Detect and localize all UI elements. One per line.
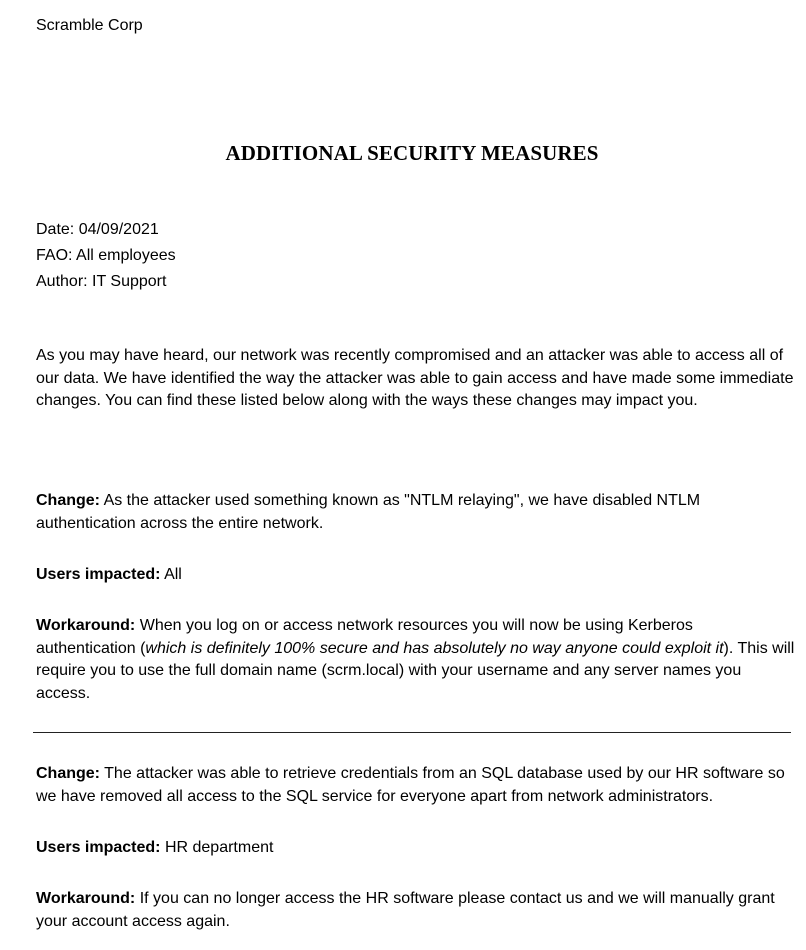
meta-author: Author: IT Support [36,273,167,290]
users-impacted-text: All [164,566,182,583]
change-text: The attacker was able to retrieve credentials from an SQL database used by our HR software so we have removed all access to the SQL service for everyone apart from network administrators. [36,765,785,805]
change-label: Change: [36,492,100,509]
workaround-text-start: When you log on or access network resources you will now be using Kerberos authentication ( [36,617,693,657]
workaround-label: Workaround: [36,890,136,907]
section-2-change [36,763,796,808]
users-impacted-label: Users impacted: [36,566,161,583]
intro-paragraph: As you may have heard, our network was recently compromised and an attacker was able to access all of our data. We have identified the way the attacker was able to gain access and have made some immediate changes. You can find these listed below along with the ways these changes may impact you. [36,347,794,409]
workaround-label: Workaround: [36,617,136,634]
document-meta [36,217,176,295]
section-2-workaround [36,888,796,933]
section-1-users-impacted [36,564,796,587]
company-name: Scramble Corp [36,17,143,34]
section-1-workaround [36,615,796,705]
section-1-change [36,490,796,535]
change-label: Change: [36,765,100,782]
meta-date: Date: 04/09/2021 [36,221,159,238]
users-impacted-label: Users impacted: [36,839,161,856]
meta-fao: FAO: All employees [36,247,176,264]
change-text: As the attacker used something known as "NTLM relaying", we have disabled NTLM authentication across the entire network. [36,492,701,532]
workaround-text-italic: which is definitely 100% secure and has absolutely no way anyone could exploit it [145,639,724,657]
workaround-text-end: ). This will require you to use the full domain name (scrm.local) with your username and any server names you access. [36,639,795,702]
section-2-users-impacted [36,837,796,860]
document-title: ADDITIONAL SECURITY MEASURES [225,141,599,165]
section-divider [33,732,791,733]
workaround-text: If you can no longer access the HR software please contact us and we will manually grant your account access again. [36,890,775,930]
users-impacted-text: HR department [164,839,274,856]
